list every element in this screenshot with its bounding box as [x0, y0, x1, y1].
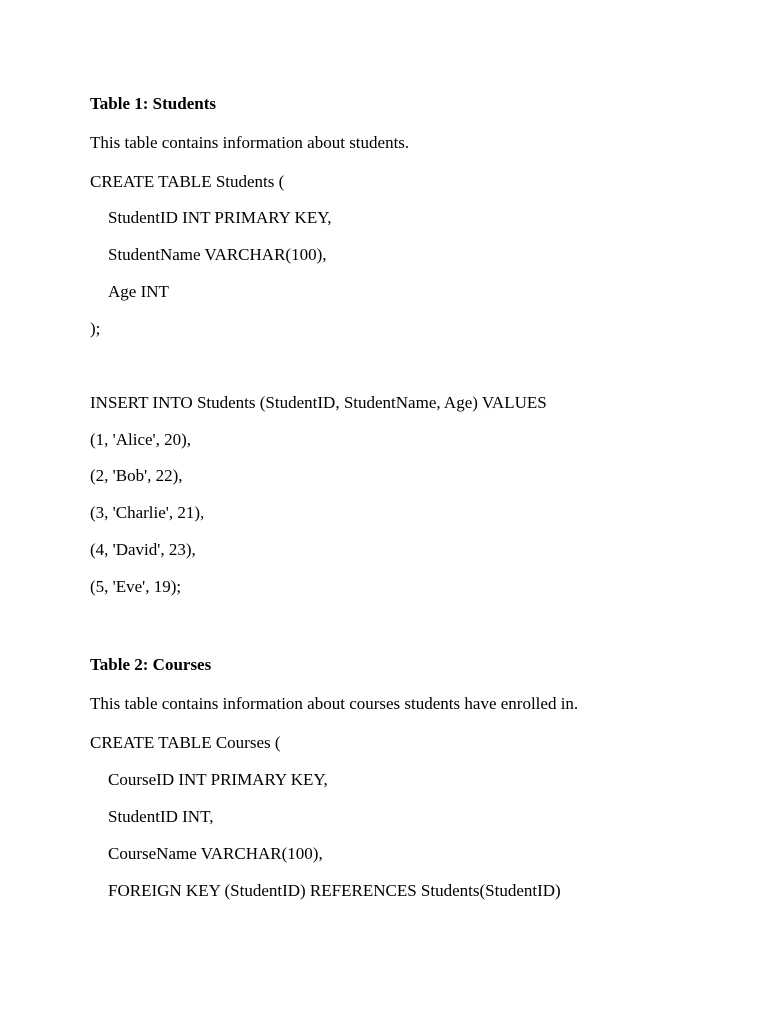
sql-values-row: (4, 'David', 23),	[90, 540, 196, 559]
sql-create-line: CREATE TABLE Courses (	[90, 733, 281, 752]
sql-create-line: CREATE TABLE Students (	[90, 172, 285, 191]
sql-values-row: (1, 'Alice', 20),	[90, 430, 192, 449]
sql-foreign-key-line: FOREIGN KEY (StudentID) REFERENCES Students(StudentID)	[108, 881, 561, 900]
sql-values-row: (5, 'Eve', 19);	[90, 577, 182, 596]
sql-column-line: StudentID INT PRIMARY KEY,	[108, 208, 332, 227]
sql-column-line: StudentName VARCHAR(100),	[108, 245, 327, 264]
section-description-courses: This table contains information about courses students have enrolled in.	[90, 694, 579, 713]
sql-close-line: );	[90, 319, 101, 338]
section-heading-courses: Table 2: Courses	[90, 655, 212, 674]
section-heading-students: Table 1: Students	[90, 94, 216, 113]
sql-insert-line: INSERT INTO Students (StudentID, StudentName, Age) VALUES	[90, 393, 547, 412]
section-description-students: This table contains information about students.	[90, 133, 410, 152]
sql-column-line: StudentID INT,	[108, 807, 214, 826]
sql-column-line: CourseID INT PRIMARY KEY,	[108, 770, 328, 789]
sql-column-line: CourseName VARCHAR(100),	[108, 844, 323, 863]
sql-column-line: Age INT	[108, 282, 169, 301]
sql-values-row: (3, 'Charlie', 21),	[90, 503, 205, 522]
sql-values-row: (2, 'Bob', 22),	[90, 466, 183, 485]
